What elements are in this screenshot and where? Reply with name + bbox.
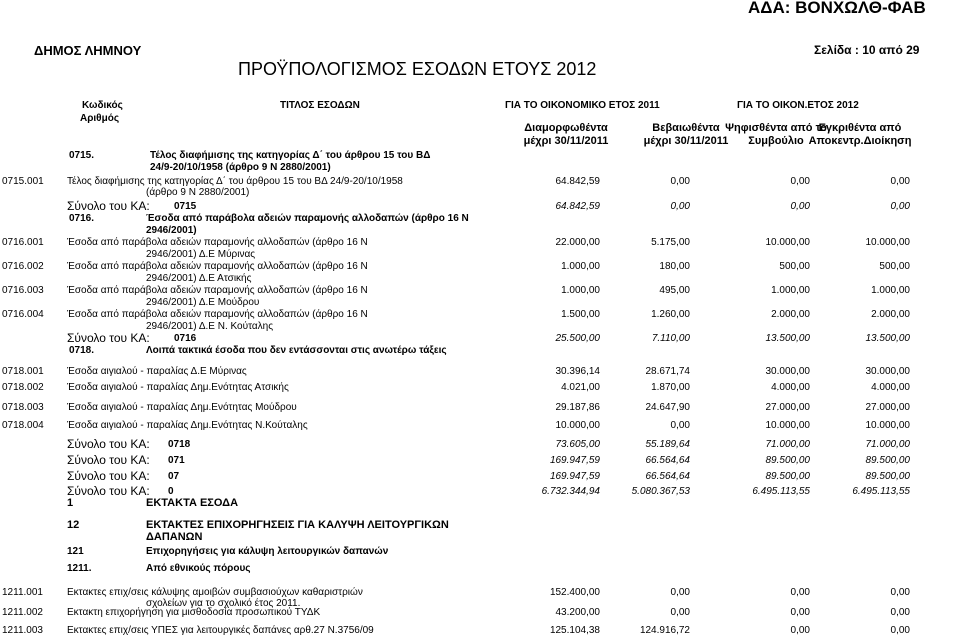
value-approved: 0,00 <box>890 587 910 598</box>
subtotal-code: 0 <box>168 486 174 497</box>
value-voted: 10.000,00 <box>765 420 810 431</box>
value-formed: 4.021,00 <box>561 382 600 393</box>
value-certified: 180,00 <box>659 261 690 272</box>
section-code: 1 <box>67 497 74 509</box>
row-title: Τέλος διαφήμισης της κατηγορίας Δ΄ του άρθρου 15 του ΒΔ 24/9-20/10/1958 <box>67 176 403 187</box>
value-certified: 5.175,00 <box>651 237 690 248</box>
row-title: 2946/2001) Δ.Ε Ατσικής <box>146 273 252 284</box>
row-title: Έσοδα από παράβολα αδειών παραμονής αλλοδαπών (άρθρο 16 Ν <box>67 309 368 320</box>
value-formed: 25.500,00 <box>555 333 600 344</box>
value-approved: 4.000,00 <box>871 382 910 393</box>
value-formed: 64.842,59 <box>555 176 600 187</box>
group-title: Από εθνικούς πόρους <box>146 563 251 574</box>
value-approved: 27.000,00 <box>865 402 910 413</box>
value-certified: 5.080.367,53 <box>631 486 690 497</box>
row-code: 0716.001 <box>2 237 44 248</box>
header-code: Κωδικός <box>82 100 123 111</box>
value-approved: 10.000,00 <box>865 237 910 248</box>
value-voted: 2.000,00 <box>771 309 810 320</box>
group-title: 2946/2001) <box>146 225 197 236</box>
value-certified: 28.671,74 <box>645 366 690 377</box>
value-formed: 22.000,00 <box>555 237 600 248</box>
row-title: Εκτακτες επιχ/σεις ΥΠΕΣ για λειτουργικές δαπάνες αρθ.27 Ν.3756/09 <box>67 625 374 636</box>
row-title: 2946/2001) Δ.Ε Ν. Κούταλης <box>146 321 274 332</box>
header-number: Αριθμός <box>80 113 120 124</box>
row-code: 0715.001 <box>2 176 44 187</box>
value-certified: 1.870,00 <box>651 382 690 393</box>
value-approved: 1.000,00 <box>871 285 910 296</box>
subtotal-label: Σύνολο του ΚΑ: <box>67 469 150 483</box>
value-formed: 152.400,00 <box>549 587 600 598</box>
section-title: Επιχορηγήσεις για κάλυψη λειτουργικών δαπανών <box>146 546 389 557</box>
value-formed: 1.500,00 <box>561 309 600 320</box>
row-code: 0716.004 <box>2 309 44 320</box>
value-voted: 500,00 <box>779 261 810 272</box>
group-title: Έσοδα από παράβολα αδειών παραμονής αλλοδαπών (άρθρο 16 Ν <box>146 213 469 224</box>
value-formed: 43.200,00 <box>555 607 600 618</box>
row-code: 0718.002 <box>2 382 44 393</box>
value-formed: 6.732.344,94 <box>541 486 600 497</box>
value-approved: 500,00 <box>879 261 910 272</box>
value-voted: 0,00 <box>790 201 810 212</box>
header-voted-1: Ψηφισθέντα από το <box>725 122 827 134</box>
value-voted: 89.500,00 <box>765 471 810 482</box>
value-formed: 29.187,86 <box>555 402 600 413</box>
value-certified: 1.260,00 <box>651 309 690 320</box>
group-code: 0718. <box>69 345 95 356</box>
subtotal-code: 0715 <box>174 201 197 212</box>
value-certified: 7.110,00 <box>651 333 690 344</box>
value-voted: 10.000,00 <box>765 237 810 248</box>
row-code: 0718.003 <box>2 402 44 413</box>
value-approved: 89.500,00 <box>865 471 910 482</box>
value-approved: 71.000,00 <box>865 439 910 450</box>
header-approved-2: Αποκεντρ.Διοίκηση <box>808 135 912 147</box>
section-title: ΔΑΠΑΝΩΝ <box>146 531 203 543</box>
subtotal-code: 0718 <box>168 439 191 450</box>
page-number: Σελίδα : 10 από 29 <box>814 43 920 57</box>
row-code: 0718.001 <box>2 366 44 377</box>
value-voted: 4.000,00 <box>771 382 810 393</box>
header-formed-1: Διαμορφωθέντα <box>524 122 608 134</box>
section-code: 121 <box>67 546 84 557</box>
section-code: 12 <box>67 519 80 531</box>
value-certified: 124.916,72 <box>639 625 690 636</box>
ada-code: ΑΔΑ: ΒΟΝΧΩΛΘ-ΦΑΒ <box>748 0 926 17</box>
group-title: Τέλος διαφήμισης της κατηγορίας Δ΄ του άρθρου 15 του ΒΔ <box>150 150 431 161</box>
header-approved-1: Εγκριθέντα από <box>818 122 902 134</box>
value-voted: 0,00 <box>790 625 810 636</box>
group-code: 0715. <box>69 150 95 161</box>
value-certified: 66.564,64 <box>645 455 690 466</box>
value-certified: 0,00 <box>670 420 690 431</box>
row-title: 2946/2001) Δ.Ε Μούδρου <box>146 297 260 308</box>
section-title: ΕΚΤΑΚΤΕΣ ΕΠΙΧΟΡΗΓΗΣΕΙΣ ΓΙΑ ΚΑΛΥΨΗ ΛΕΙΤΟΥΡΓΙΚΩΝ <box>146 519 449 531</box>
group-title: Λοιπά τακτικά έσοδα που δεν εντάσσονται στις ανωτέρω τάξεις <box>146 345 447 356</box>
value-formed: 1.000,00 <box>561 285 600 296</box>
row-code: 1211.002 <box>2 607 43 618</box>
subtotal-code: 07 <box>168 471 180 482</box>
value-certified: 24.647,90 <box>645 402 690 413</box>
row-title: (άρθρο 9 Ν 2880/2001) <box>146 187 250 198</box>
row-title: σχολείων για το σχολικό έτος 2011. <box>146 598 301 609</box>
header-certified-1: Βεβαιωθέντα <box>652 122 720 134</box>
value-certified: 495,00 <box>659 285 690 296</box>
value-voted: 0,00 <box>790 587 810 598</box>
row-code: 0716.003 <box>2 285 44 296</box>
section-title: ΕΚΤΑΚΤΑ ΕΣΟΔΑ <box>146 497 239 509</box>
value-approved: 13.500,00 <box>865 333 910 344</box>
value-formed: 10.000,00 <box>555 420 600 431</box>
value-certified: 0,00 <box>670 176 690 187</box>
value-voted: 1.000,00 <box>771 285 810 296</box>
group-code: 1211. <box>67 563 92 574</box>
value-formed: 125.104,38 <box>549 625 600 636</box>
subtotal-label: Σύνολο του ΚΑ: <box>67 484 150 498</box>
row-title: Έσοδα από παράβολα αδειών παραμονής αλλοδαπών (άρθρο 16 Ν <box>67 237 368 248</box>
value-formed: 169.947,59 <box>549 455 600 466</box>
header-title: ΤΙΤΛΟΣ ΕΣΟΔΩΝ <box>280 100 360 111</box>
group-title: 24/9-20/10/1958 (άρθρο 9 Ν 2880/2001) <box>150 162 331 173</box>
subtotal-code: 071 <box>168 455 185 466</box>
subtotal-label: Σύνολο του ΚΑ: <box>67 331 150 345</box>
header-formed-2: μέχρι 30/11/2011 <box>523 135 609 147</box>
value-voted: 71.000,00 <box>765 439 810 450</box>
row-title: Έσοδα αιγιαλού - παραλίας Δημ.Ενότητας Μούδρου <box>67 402 297 413</box>
value-voted: 13.500,00 <box>765 333 810 344</box>
row-code: 1211.003 <box>2 625 43 636</box>
group-code: 0716. <box>69 213 95 224</box>
header-fy2012: ΓΙΑ ΤΟ ΟΙΚΟΝ.ΕΤΟΣ 2012 <box>737 100 859 111</box>
value-approved: 10.000,00 <box>865 420 910 431</box>
value-approved: 30.000,00 <box>865 366 910 377</box>
value-approved: 0,00 <box>890 201 910 212</box>
value-formed: 30.396,14 <box>555 366 600 377</box>
header-voted-2: Συμβούλιο <box>748 135 804 147</box>
value-voted: 0,00 <box>790 607 810 618</box>
header-certified-2: μέχρι 30/11/2011 <box>643 135 729 147</box>
value-certified: 55.189,64 <box>645 439 690 450</box>
value-voted: 27.000,00 <box>765 402 810 413</box>
value-voted: 30.000,00 <box>765 366 810 377</box>
header-fy2011: ΓΙΑ ΤΟ ΟΙΚΟΝΟΜΙΚΟ ΕΤΟΣ 2011 <box>505 100 660 111</box>
value-approved: 0,00 <box>890 607 910 618</box>
row-code: 1211.001 <box>2 587 43 598</box>
value-approved: 0,00 <box>890 176 910 187</box>
row-title: Εκτακτες επιχ/σεις κάλυψης αμοιβών συμβασιούχων καθαριστριών <box>67 587 363 598</box>
value-approved: 6.495.113,55 <box>852 486 910 497</box>
row-code: 0716.002 <box>2 261 44 272</box>
subtotal-label: Σύνολο του ΚΑ: <box>67 199 150 213</box>
value-certified: 0,00 <box>670 201 690 212</box>
row-title: Εκτακτη επιχορήγηση για μισθοδοσία προσωπικού ΤΥΔΚ <box>67 607 321 618</box>
value-voted: 0,00 <box>790 176 810 187</box>
value-formed: 73.605,00 <box>555 439 600 450</box>
value-certified: 66.564,64 <box>645 471 690 482</box>
row-title: 2946/2001) Δ.Ε Μύρινας <box>146 249 256 260</box>
value-certified: 0,00 <box>670 587 690 598</box>
row-title: Έσοδα από παράβολα αδειών παραμονής αλλοδαπών (άρθρο 16 Ν <box>67 261 368 272</box>
value-approved: 2.000,00 <box>871 309 910 320</box>
subtotal-label: Σύνολο του ΚΑ: <box>67 437 150 451</box>
row-title: Έσοδα αιγιαλού - παραλίας Δημ.Ενότητας Ατσικής <box>67 382 289 393</box>
page-title: ΠΡΟΫΠΟΛΟΓΙΣΜΟΣ ΕΣΟΔΩΝ ΕΤΟΥΣ 2012 <box>238 59 597 79</box>
value-approved: 89.500,00 <box>865 455 910 466</box>
subtotal-label: Σύνολο του ΚΑ: <box>67 453 150 467</box>
value-formed: 64.842,59 <box>555 201 600 212</box>
value-formed: 169.947,59 <box>549 471 600 482</box>
subtotal-code: 0716 <box>174 333 197 344</box>
row-title: Έσοδα από παράβολα αδειών παραμονής αλλοδαπών (άρθρο 16 Ν <box>67 285 368 296</box>
value-formed: 1.000,00 <box>561 261 600 272</box>
value-approved: 0,00 <box>890 625 910 636</box>
row-title: Έσοδα αιγιαλού - παραλίας Δ.Ε Μύρινας <box>67 366 247 377</box>
row-code: 0718.004 <box>2 420 44 431</box>
municipality-name: ΔΗΜΟΣ ΛΗΜΝΟΥ <box>34 43 142 58</box>
value-voted: 6.495.113,55 <box>752 486 810 497</box>
value-voted: 89.500,00 <box>765 455 810 466</box>
row-title: Έσοδα αιγιαλού - παραλίας Δημ.Ενότητας Ν.Κούταλης <box>67 420 308 431</box>
value-certified: 0,00 <box>670 607 690 618</box>
